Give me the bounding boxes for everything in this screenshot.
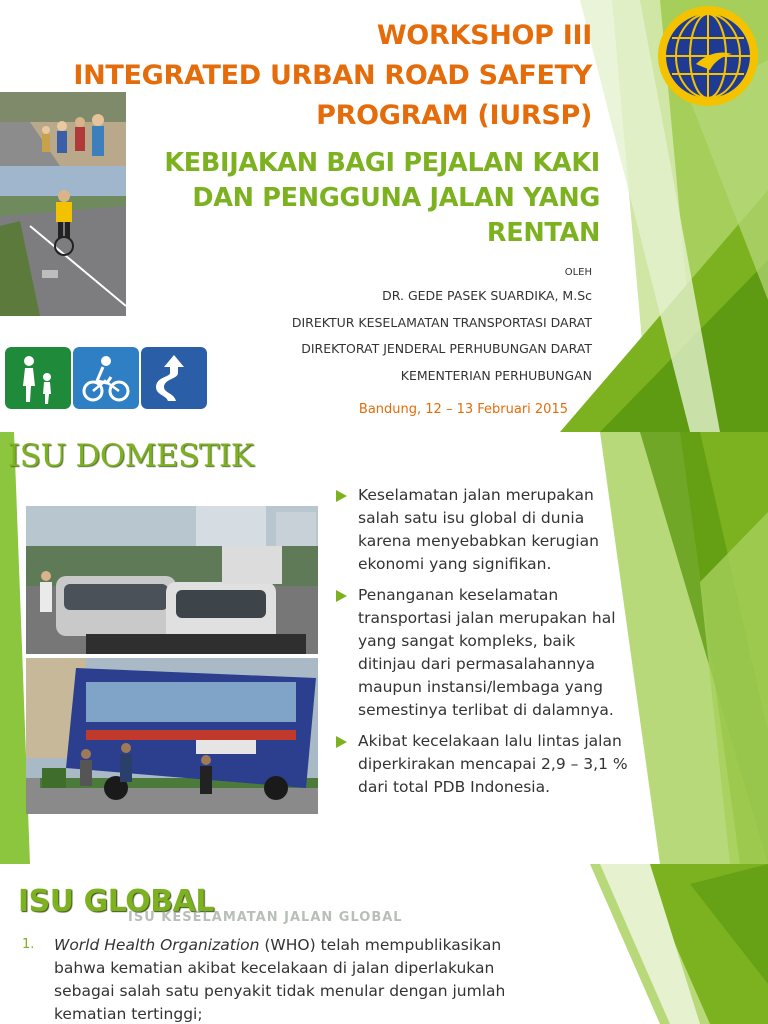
bullet-text: Penanganan keselamatan transportasi jalan merupakan hal yang sangat kompleks, baik ditinjau dari permasalahannya maupun instansi/lembaga yang semestinya terlibat di dalamnya.: [358, 586, 616, 719]
by-label: OLEH: [564, 267, 592, 278]
bullet-arrow-icon: [336, 490, 347, 502]
ministry-logo: [656, 4, 760, 108]
subtitle-line: KEBIJAKAN BAGI PEJALAN KAKI: [164, 148, 600, 178]
item-number: 1.: [22, 937, 35, 952]
author-block: [292, 263, 592, 389]
author-name: DR. GEDE PASEK SUARDIKA, M.Sc: [382, 288, 592, 303]
item-text: [54, 934, 542, 1024]
list-item: [22, 934, 542, 1024]
winding-road-sign-icon: [141, 347, 207, 409]
directorate: DIREKTORAT JENDERAL PERHUBUNGAN DARAT: [301, 341, 592, 356]
list-item: [336, 584, 636, 722]
bullet-arrow-icon: [336, 590, 347, 602]
section-heading: ISU GLOBAL: [18, 884, 214, 919]
subtitle-line: DAN PENGGUNA JALAN YANG: [192, 183, 600, 213]
bus-accident-photo: [26, 658, 318, 814]
domestic-issue-list: [336, 484, 636, 807]
global-issue-slide: [0, 864, 768, 1024]
traffic-jam-photo: [26, 506, 318, 654]
title-line: WORKSHOP III: [376, 20, 592, 51]
title-slide: [0, 0, 768, 432]
bullet-text: Akibat kecelakaan lalu lintas jalan diperkirakan mencapai 2,9 – 3,1 % dari total PDB Indonesia.: [358, 732, 628, 796]
organization-name: World Health Organization: [54, 936, 260, 954]
list-item: [336, 730, 636, 799]
title-line: PROGRAM (IURSP): [316, 100, 592, 131]
item-rest: (WHO) telah mempublikasikan bahwa kematian akibat kecelakaan di jalan diperlakukan sebagai salah satu penyakit tidak menular dengan jumlah kematian tertinggi;: [54, 936, 506, 1023]
title-line: INTEGRATED URBAN ROAD SAFETY: [73, 60, 592, 91]
ghost-text: ISU KESELAMATAN JALAN GLOBAL: [128, 910, 403, 925]
bullet-text: Keselamatan jalan merupakan salah satu isu global di dunia karena menyebabkan kerugian ekonomi yang signifikan.: [358, 486, 599, 573]
author-role: DIREKTUR KESELAMATAN TRANSPORTASI DARAT: [291, 314, 592, 330]
list-item: [336, 484, 636, 576]
workshop-title: [73, 16, 592, 136]
pedestrian-sign-icon: [5, 347, 71, 409]
bicycle-sign-icon: [73, 347, 139, 409]
ministry: KEMENTERIAN PERHUBUNGAN: [400, 367, 592, 383]
talk-title: [164, 146, 600, 251]
event-date: Bandung, 12 – 13 Februari 2015: [358, 402, 568, 417]
section-heading: ISU DOMESTIK: [8, 438, 254, 474]
bullet-arrow-icon: [336, 736, 347, 748]
domestic-issue-slide: [0, 432, 768, 864]
subtitle-line: RENTAN: [486, 218, 600, 248]
cyclist-photo: [0, 166, 126, 316]
global-issue-list: [22, 934, 542, 1024]
